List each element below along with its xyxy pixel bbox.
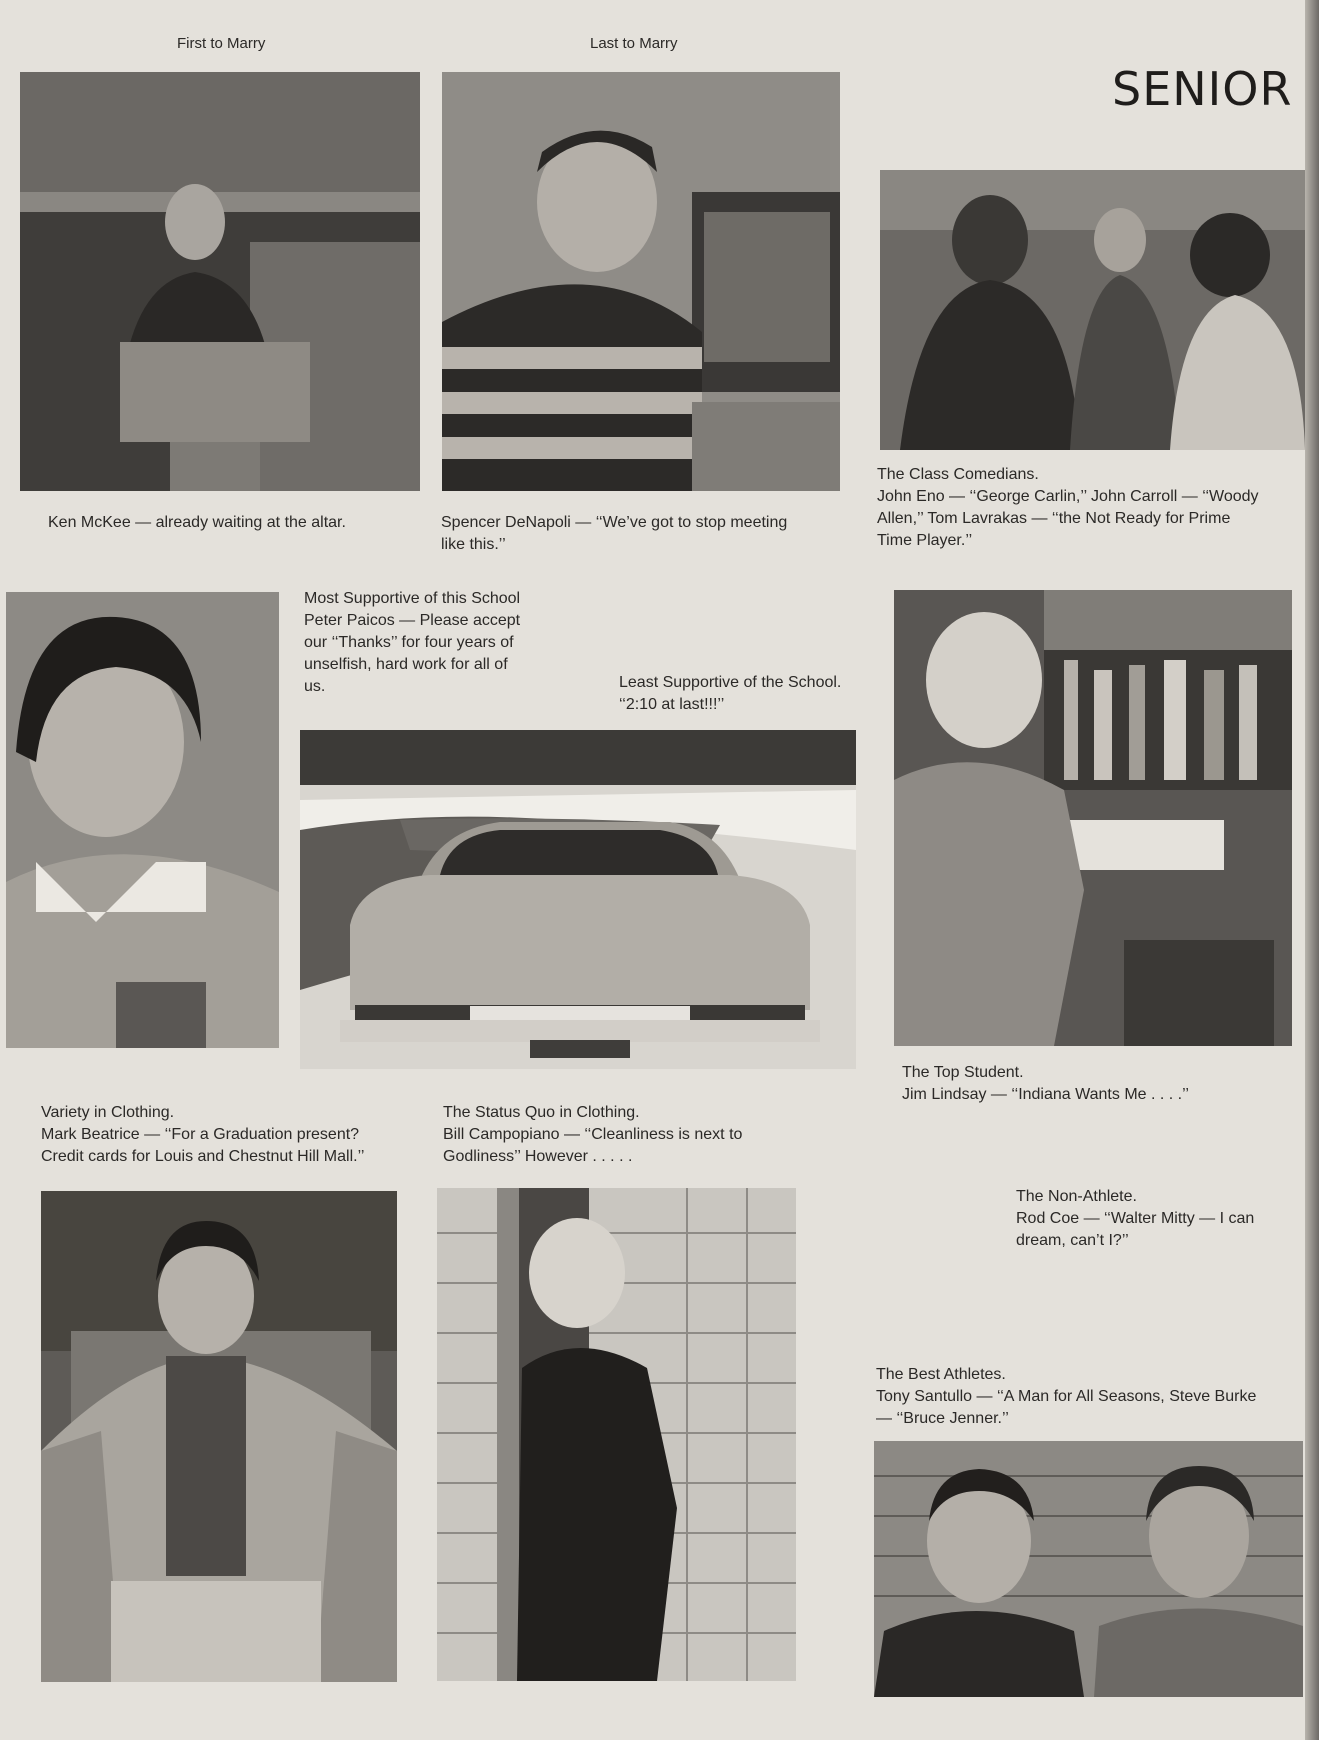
photo-best-athletes: [874, 1441, 1303, 1697]
caption-line: The Top Student.: [902, 1064, 1024, 1081]
caption-line: Tony Santullo — ‘‘A Man for All Seasons, Steve Burke: [876, 1388, 1257, 1405]
caption-line: John Eno — ‘‘George Carlin,’’ John Carroll — ‘‘Woody: [877, 488, 1259, 505]
caption-line: Godliness’’ However . . . . .: [443, 1148, 633, 1165]
caption-line: dream, can’t I?’’: [1016, 1232, 1129, 1249]
caption-line: — ‘‘Bruce Jenner.’’: [876, 1410, 1009, 1427]
caption-line: The Status Quo in Clothing.: [443, 1104, 640, 1121]
photo-top-student: [894, 590, 1292, 1046]
photo-bill-campopiano: [437, 1188, 796, 1681]
caption-line: Peter Paicos — Please accept: [304, 612, 521, 629]
photo-peter-paicos: [6, 592, 279, 1048]
caption-status-quo: [443, 1102, 801, 1168]
caption-line: Rod Coe — ‘‘Walter Mitty — I can: [1016, 1210, 1255, 1227]
caption-last-to-marry: [441, 512, 839, 556]
label-last-to-marry: Last to Marry: [590, 35, 678, 52]
caption-line: Variety in Clothing.: [41, 1104, 175, 1121]
caption-line: us.: [304, 678, 326, 695]
photo-mark-beatrice: [41, 1191, 397, 1682]
caption-line: unselfish, hard work for all of: [304, 656, 508, 673]
page-title: SENIOR: [1112, 62, 1293, 116]
caption-line: The Best Athletes.: [876, 1366, 1006, 1383]
caption-line: Most Supportive of this School: [304, 590, 521, 607]
caption-top-student: [902, 1062, 1302, 1106]
page-binding-edge: [1305, 0, 1319, 1740]
photo-car-in-snow: [300, 730, 856, 1069]
label-first-to-marry: First to Marry: [177, 35, 266, 52]
caption-line: ‘‘2:10 at last!!!’’: [619, 696, 725, 713]
caption-line: Mark Beatrice — ‘‘For a Graduation present?: [41, 1126, 360, 1143]
caption-line: Credit cards for Louis and Chestnut Hill Mall.’’: [41, 1148, 365, 1165]
caption-line: Bill Campopiano — ‘‘Cleanliness is next to: [443, 1126, 743, 1143]
caption-line: The Non-Athlete.: [1016, 1188, 1137, 1205]
caption-line: Time Player.’’: [877, 532, 973, 549]
caption-class-comedians: [877, 464, 1293, 552]
caption-best-athletes: [876, 1364, 1291, 1430]
caption-line: Allen,’’ Tom Lavrakas — ‘‘the Not Ready for Prime: [877, 510, 1231, 527]
caption-line: The Class Comedians.: [877, 466, 1039, 483]
caption-most-supportive: [304, 588, 544, 698]
caption-non-athlete: [1016, 1186, 1291, 1252]
photo-ken-mckee: [20, 72, 420, 491]
caption-line: Spencer DeNapoli — ‘‘We’ve got to stop meeting: [441, 514, 788, 531]
caption-line: Ken McKee — already waiting at the altar.: [48, 514, 346, 531]
caption-line: Least Supportive of the School.: [619, 674, 842, 691]
caption-line: like this.’’: [441, 536, 506, 553]
photo-spencer-denapoli: [442, 72, 840, 491]
caption-line: Jim Lindsay — ‘‘Indiana Wants Me . . . .’’: [902, 1086, 1189, 1103]
photo-class-comedians: [880, 170, 1305, 450]
caption-least-supportive: [619, 672, 859, 716]
caption-line: our ‘‘Thanks’’ for four years of: [304, 634, 514, 651]
caption-first-to-marry: [48, 512, 388, 534]
caption-variety-clothing: [41, 1102, 401, 1168]
